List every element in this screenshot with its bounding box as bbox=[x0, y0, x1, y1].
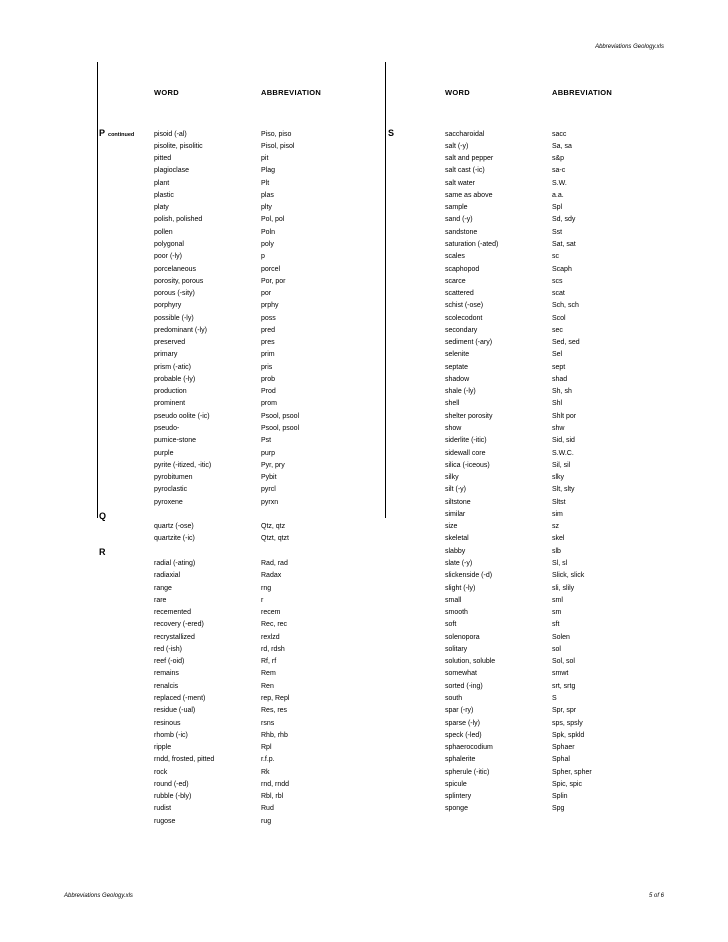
row-abbreviation: pit bbox=[261, 155, 269, 162]
row-word: pseudo oolite (-ic) bbox=[154, 412, 210, 420]
row-abbreviation: shw bbox=[552, 425, 565, 432]
row-word: pyrobitumen bbox=[154, 474, 193, 482]
row-word: purple bbox=[154, 449, 174, 457]
row-abbreviation: sm bbox=[552, 609, 562, 616]
row-word: saturation (-ated) bbox=[445, 240, 499, 248]
row-word: porphyry bbox=[154, 302, 182, 310]
row-word: possible (-ly) bbox=[154, 314, 194, 322]
row-abbreviation: scs bbox=[552, 277, 563, 285]
row-word: slate (-y) bbox=[445, 560, 473, 567]
row-word: sponge bbox=[445, 805, 468, 813]
row-abbreviation: Sh, sh bbox=[552, 388, 572, 396]
row-abbreviation: pred bbox=[261, 326, 276, 334]
row-abbreviation: Rud bbox=[261, 805, 274, 813]
row-abbreviation: sa-c bbox=[552, 167, 566, 175]
row-word: residue (-ual) bbox=[154, 707, 196, 715]
row-abbreviation: sml bbox=[552, 596, 563, 604]
row-abbreviation: Plag bbox=[261, 167, 276, 175]
row-word: red (-ish) bbox=[154, 645, 183, 653]
row-abbreviation: r.f.p. bbox=[261, 756, 275, 764]
row-abbreviation: Spr, spr bbox=[552, 707, 577, 715]
column-header-word-right: WORD bbox=[445, 88, 470, 97]
row-abbreviation: prob bbox=[261, 375, 276, 383]
row-abbreviation: Sphaer bbox=[552, 744, 575, 751]
row-word: silica (-iceous) bbox=[445, 461, 490, 469]
row-abbreviation: Shlt por bbox=[552, 412, 577, 420]
row-word: remains bbox=[154, 670, 179, 678]
row-word: radiaxial bbox=[154, 572, 181, 580]
row-abbreviation: Spic, spic bbox=[552, 780, 582, 788]
row-abbreviation: Spl bbox=[552, 204, 563, 212]
row-abbreviation: S.W. bbox=[552, 179, 567, 187]
column-header-abbreviation-left: ABBREVIATION bbox=[261, 88, 322, 97]
row-abbreviation: sec bbox=[552, 326, 563, 334]
row-word: spar (-ry) bbox=[445, 707, 474, 715]
row-word: scaphopod bbox=[445, 265, 480, 273]
row-word: similar bbox=[445, 510, 466, 518]
row-word: poor (-ly) bbox=[154, 253, 183, 261]
row-word: pyroxene bbox=[154, 498, 183, 506]
row-word: south bbox=[445, 694, 463, 702]
row-abbreviation: Rec, rec bbox=[261, 621, 288, 629]
row-abbreviation: pres bbox=[261, 339, 275, 347]
row-word: sphaerocodium bbox=[445, 744, 493, 751]
row-word: rubble (-bly) bbox=[154, 793, 192, 801]
row-abbreviation: Sid, sid bbox=[552, 437, 575, 445]
row-word: polygonal bbox=[154, 240, 184, 248]
row-abbreviation: Rf, rf bbox=[261, 658, 277, 666]
row-word: shale (-ly) bbox=[445, 388, 476, 396]
row-abbreviation: Ren bbox=[261, 682, 274, 690]
row-abbreviation: Sl, sl bbox=[552, 560, 568, 567]
row-word: solitary bbox=[445, 645, 468, 653]
row-word: production bbox=[154, 388, 187, 396]
row-abbreviation: sli, slily bbox=[552, 584, 575, 592]
row-word: somewhat bbox=[445, 670, 477, 678]
row-abbreviation: Psool, psool bbox=[261, 412, 300, 420]
row-abbreviation: Piso, piso bbox=[261, 130, 292, 138]
row-abbreviation: Sltst bbox=[552, 498, 566, 506]
section-letter-r: R bbox=[99, 547, 106, 557]
row-abbreviation: purp bbox=[261, 449, 276, 457]
row-word: saccharoidal bbox=[445, 130, 485, 138]
row-abbreviation: Shl bbox=[552, 400, 563, 408]
row-abbreviation: S bbox=[552, 694, 557, 702]
row-word: scolecodont bbox=[445, 314, 483, 322]
row-abbreviation: Sa, sa bbox=[552, 142, 572, 150]
row-word: rare bbox=[154, 596, 167, 604]
row-word: splintery bbox=[445, 793, 472, 801]
row-abbreviation: recem bbox=[261, 609, 281, 616]
row-abbreviation: prom bbox=[261, 400, 277, 408]
row-word: recrystallized bbox=[154, 633, 195, 641]
row-word: solution, soluble bbox=[445, 658, 496, 666]
row-word: show bbox=[445, 425, 462, 432]
row-abbreviation: Rk bbox=[261, 768, 270, 776]
row-abbreviation: Sel bbox=[552, 351, 563, 359]
row-abbreviation: rep, Repl bbox=[261, 694, 290, 702]
row-abbreviation: Pol, pol bbox=[261, 216, 285, 224]
row-word: replaced (-ment) bbox=[154, 694, 206, 702]
row-abbreviation: Splin bbox=[552, 793, 568, 801]
row-word: ripple bbox=[154, 744, 172, 751]
page-footer-page-number: 5 of 6 bbox=[648, 893, 664, 899]
row-word: sorted (-ing) bbox=[445, 682, 483, 690]
row-word: pumice-stone bbox=[154, 437, 197, 445]
row-word: small bbox=[445, 596, 462, 604]
row-word: speck (-led) bbox=[445, 731, 482, 739]
row-abbreviation: Radax bbox=[261, 572, 282, 580]
row-abbreviation: Sphal bbox=[552, 756, 570, 764]
row-abbreviation: Pybit bbox=[261, 474, 277, 482]
row-word: plant bbox=[154, 179, 170, 187]
row-abbreviation: Sat, sat bbox=[552, 240, 576, 248]
row-abbreviation: sft bbox=[552, 621, 560, 629]
row-word: skeletal bbox=[445, 535, 469, 543]
row-word: salt cast (-ic) bbox=[445, 167, 485, 175]
row-word: plagioclase bbox=[154, 167, 190, 175]
row-abbreviation: Sch, sch bbox=[552, 302, 579, 310]
row-abbreviation: porcel bbox=[261, 265, 281, 273]
row-word: soft bbox=[445, 621, 457, 629]
row-abbreviation: poss bbox=[261, 314, 276, 322]
row-word: pitted bbox=[154, 155, 172, 162]
row-abbreviation: a.a. bbox=[552, 191, 564, 199]
row-abbreviation: sz bbox=[552, 523, 559, 531]
row-word: rndd, frosted, pitted bbox=[154, 756, 215, 764]
row-word: probable (-ly) bbox=[154, 375, 196, 383]
column-header-word-left: WORD bbox=[154, 88, 179, 97]
row-word: siltstone bbox=[445, 498, 471, 506]
row-word: salt water bbox=[445, 179, 475, 187]
row-abbreviation: Pyr, pry bbox=[261, 461, 285, 469]
row-abbreviation: Rhb, rhb bbox=[261, 731, 288, 739]
row-word: sample bbox=[445, 204, 468, 212]
row-word: prism (-atic) bbox=[154, 363, 191, 371]
row-word: porosity, porous bbox=[154, 277, 204, 285]
row-abbreviation: Plt bbox=[261, 179, 270, 187]
row-word: shadow bbox=[445, 375, 470, 383]
row-abbreviation: scat bbox=[552, 290, 565, 297]
row-word: slabby bbox=[445, 547, 466, 555]
row-word: rhomb (-ic) bbox=[154, 731, 188, 739]
row-word: pyroclastic bbox=[154, 486, 188, 494]
row-word: schist (-ose) bbox=[445, 302, 484, 310]
row-word: shell bbox=[445, 400, 460, 408]
row-abbreviation: Sst bbox=[552, 228, 563, 236]
row-abbreviation: Sol, sol bbox=[552, 658, 575, 666]
row-word: secondary bbox=[445, 326, 478, 334]
row-abbreviation: p bbox=[261, 253, 265, 261]
row-word: scales bbox=[445, 253, 465, 261]
row-abbreviation: Pst bbox=[261, 437, 272, 445]
row-abbreviation: plas bbox=[261, 191, 274, 199]
row-abbreviation: plty bbox=[261, 204, 272, 212]
row-abbreviation: Psool, psool bbox=[261, 425, 300, 432]
row-word: plastic bbox=[154, 191, 174, 199]
table-divider-middle bbox=[385, 62, 386, 518]
row-word: silky bbox=[445, 474, 459, 482]
row-abbreviation: skel bbox=[552, 535, 565, 543]
row-abbreviation: Qtzt, qtzt bbox=[261, 535, 290, 543]
row-abbreviation: por bbox=[261, 290, 272, 297]
row-word: smooth bbox=[445, 609, 468, 616]
row-abbreviation: Rpl bbox=[261, 744, 272, 751]
row-word: salt (-y) bbox=[445, 142, 469, 150]
row-word: salt and pepper bbox=[445, 155, 494, 162]
column-header-abbreviation-right: ABBREVIATION bbox=[552, 88, 613, 97]
row-word: spicule bbox=[445, 780, 467, 788]
row-abbreviation: sc bbox=[552, 253, 559, 261]
row-abbreviation: Spg bbox=[552, 805, 565, 813]
row-abbreviation: Sd, sdy bbox=[552, 216, 576, 224]
row-word: platy bbox=[154, 204, 169, 212]
row-abbreviation: rnd, rndd bbox=[261, 780, 290, 788]
row-abbreviation: rug bbox=[261, 817, 272, 825]
row-abbreviation: Spher, spher bbox=[552, 768, 592, 776]
row-word: siderlite (-itic) bbox=[445, 437, 487, 445]
row-word: pollen bbox=[154, 228, 173, 236]
row-abbreviation: Prod bbox=[261, 388, 276, 396]
row-abbreviation: Slt, slty bbox=[552, 486, 575, 494]
section-letter-q: Q bbox=[99, 511, 107, 521]
row-abbreviation: poly bbox=[261, 240, 274, 248]
row-abbreviation: smwt bbox=[552, 670, 569, 678]
row-abbreviation: Solen bbox=[552, 633, 570, 641]
row-abbreviation: Poln bbox=[261, 228, 276, 236]
row-word: same as above bbox=[445, 191, 493, 199]
row-word: prominent bbox=[154, 400, 186, 408]
row-abbreviation: S.W.C. bbox=[552, 449, 574, 457]
row-word: pisolite, pisolitic bbox=[154, 142, 203, 150]
row-word: quartzite (-ic) bbox=[154, 535, 195, 543]
row-word: range bbox=[154, 584, 172, 592]
row-abbreviation: Res, res bbox=[261, 707, 288, 715]
row-word: polish, polished bbox=[154, 216, 203, 224]
row-abbreviation: sept bbox=[552, 363, 566, 371]
row-word: rock bbox=[154, 768, 168, 776]
row-word: septate bbox=[445, 363, 468, 371]
row-abbreviation: prphy bbox=[261, 302, 279, 310]
row-abbreviation: Rbl, rbl bbox=[261, 793, 284, 801]
row-word: sediment (-ary) bbox=[445, 339, 493, 347]
row-word: silt (-y) bbox=[445, 486, 466, 494]
row-word: renalcis bbox=[154, 682, 179, 690]
row-abbreviation: Pisol, pisol bbox=[261, 142, 295, 150]
row-word: pseudo- bbox=[154, 425, 180, 432]
row-word: predominant (-ly) bbox=[154, 326, 207, 334]
row-word: sidewall core bbox=[445, 449, 486, 457]
row-abbreviation: pyrxn bbox=[261, 498, 279, 506]
row-word: rudist bbox=[154, 805, 172, 813]
row-word: shelter porosity bbox=[445, 412, 493, 420]
row-word: porcelaneous bbox=[154, 265, 197, 273]
row-abbreviation: sacc bbox=[552, 130, 567, 138]
row-abbreviation: pyrcl bbox=[261, 486, 276, 494]
row-abbreviation: sim bbox=[552, 510, 563, 518]
row-word: resinous bbox=[154, 719, 181, 727]
row-abbreviation: slky bbox=[552, 474, 565, 482]
row-word: slickenside (-d) bbox=[445, 572, 493, 580]
row-word: recemented bbox=[154, 609, 191, 616]
row-abbreviation: Qtz, qtz bbox=[261, 523, 286, 531]
row-abbreviation: Scaph bbox=[552, 265, 572, 273]
row-word: porous (-sity) bbox=[154, 290, 195, 297]
row-word: selenite bbox=[445, 351, 470, 359]
row-word: round (-ed) bbox=[154, 780, 189, 788]
row-abbreviation: rng bbox=[261, 584, 272, 592]
row-abbreviation: sps, spsly bbox=[552, 719, 583, 727]
section-letter-p: Pcontinued bbox=[99, 128, 135, 138]
row-word: primary bbox=[154, 351, 178, 359]
row-abbreviation: Scol bbox=[552, 314, 566, 322]
row-word: spherule (-itic) bbox=[445, 768, 490, 776]
row-word: preserved bbox=[154, 339, 186, 347]
row-word: sand (-y) bbox=[445, 216, 473, 224]
row-word: sparse (-ly) bbox=[445, 719, 481, 727]
row-abbreviation: prim bbox=[261, 351, 275, 359]
row-abbreviation: Sil, sil bbox=[552, 461, 571, 469]
row-abbreviation: Rem bbox=[261, 670, 276, 678]
section-continued-note: continued bbox=[108, 132, 135, 138]
row-word: rugose bbox=[154, 817, 176, 825]
row-word: pisoid (-al) bbox=[154, 130, 187, 138]
row-abbreviation: Sed, sed bbox=[552, 339, 580, 347]
row-word: pyrite (-itized, -itic) bbox=[154, 461, 212, 469]
row-word: sphalerite bbox=[445, 756, 476, 764]
row-abbreviation: rd, rdsh bbox=[261, 645, 285, 653]
row-abbreviation: Por, por bbox=[261, 277, 286, 285]
page-header-title: Abbreviations Geology.xls bbox=[595, 44, 664, 50]
row-word: slight (-ly) bbox=[445, 584, 476, 592]
row-word: solenopora bbox=[445, 633, 480, 641]
row-abbreviation: sol bbox=[552, 645, 561, 653]
table-divider-left bbox=[97, 62, 98, 518]
row-word: recovery (-ered) bbox=[154, 621, 204, 629]
row-word: quartz (-ose) bbox=[154, 523, 194, 531]
row-abbreviation: Rad, rad bbox=[261, 560, 288, 567]
row-abbreviation: slb bbox=[552, 547, 561, 555]
row-abbreviation: Spk, spkld bbox=[552, 731, 585, 739]
row-word: radial (-ating) bbox=[154, 560, 196, 567]
row-abbreviation: shad bbox=[552, 375, 568, 383]
page-footer-title: Abbreviations Geology.xls bbox=[64, 893, 133, 899]
row-word: size bbox=[445, 523, 458, 531]
row-abbreviation: pris bbox=[261, 363, 273, 371]
row-word: reef (-oid) bbox=[154, 658, 185, 666]
row-abbreviation: rexlzd bbox=[261, 633, 280, 641]
row-abbreviation: r bbox=[261, 596, 264, 604]
row-abbreviation: s&p bbox=[552, 155, 565, 162]
row-abbreviation: rsns bbox=[261, 719, 275, 727]
row-word: sandstone bbox=[445, 228, 478, 236]
row-abbreviation: srt, srtg bbox=[552, 682, 576, 690]
row-word: scattered bbox=[445, 290, 474, 297]
section-letter-s: S bbox=[388, 128, 395, 138]
row-abbreviation: Slick, slick bbox=[552, 572, 585, 580]
row-word: scarce bbox=[445, 277, 466, 285]
